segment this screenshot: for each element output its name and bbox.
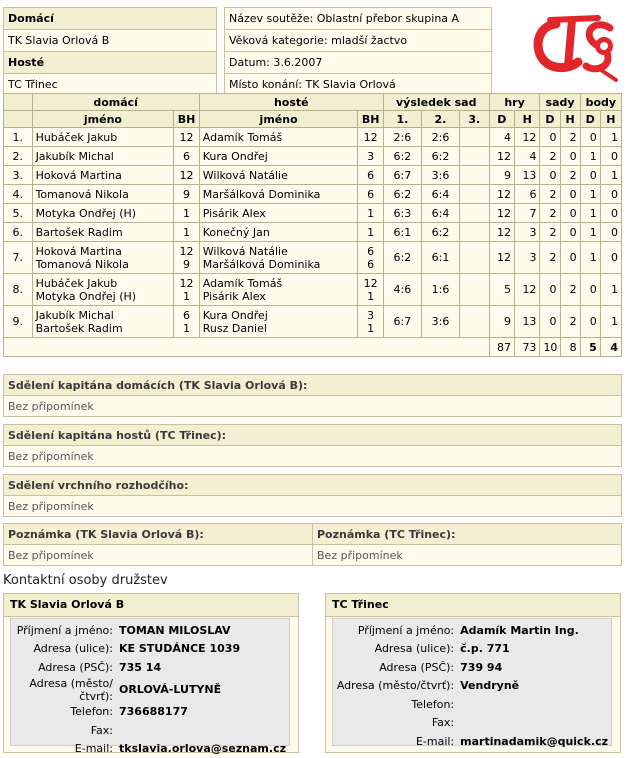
label-zip: Adresa (PSČ): [333, 658, 457, 677]
row-number: 1. [4, 128, 33, 147]
label-fax: Fax: [333, 714, 457, 733]
guest-bh-line: 1 [361, 290, 379, 303]
table-row [4, 274, 622, 306]
subheader-corner [4, 111, 33, 128]
table-row [4, 306, 622, 338]
guest-player-line: Maršálková Dominika [203, 188, 355, 201]
home-bh [174, 223, 199, 242]
set2-score: 3:6 [421, 166, 459, 185]
guest-bh-line: 6 [361, 258, 379, 271]
set3-score [460, 306, 490, 338]
label-street: Adresa (ulice): [333, 640, 457, 659]
points-home: 0 [580, 306, 600, 338]
row-number: 9. [4, 306, 33, 338]
guest-bh-line: 6 [361, 245, 379, 258]
home-contact-team: TK Slavia Orlová B [4, 594, 298, 617]
points-guest: 1 [600, 274, 621, 306]
total-points-home: 5 [580, 338, 600, 357]
age-category: Věková kategorie: mladší žactvo [225, 30, 492, 52]
home-bh-line: 9 [177, 258, 195, 271]
match-venue: Místo konání: TK Slavia Orlová [225, 74, 492, 96]
games-guest: 3 [515, 242, 540, 274]
row-number: 2. [4, 147, 33, 166]
home-player-line: Hoková Martina [36, 245, 171, 258]
label-email: E-mail: [333, 732, 457, 751]
total-points-guest: 4 [600, 338, 621, 357]
home-bh-line: 12 [177, 131, 195, 144]
home-player-line: Jakubík Michal [36, 150, 171, 163]
home-player [32, 204, 174, 223]
guest-contact-team: TC Třinec [326, 594, 620, 617]
home-player-line: Bartošek Radim [36, 322, 171, 335]
home-contact-zip: 735 14 [116, 658, 289, 677]
games-guest: 12 [515, 274, 540, 306]
set1-score: 2:6 [383, 128, 421, 147]
guest-captain-note-text: Bez připomínek [4, 446, 622, 467]
total-games-guest: 73 [515, 338, 540, 357]
guest-bh [358, 166, 383, 185]
games-home: 12 [489, 147, 514, 166]
row-number: 4. [4, 185, 33, 204]
guest-player [199, 274, 358, 306]
home-player [32, 274, 174, 306]
games-home: 9 [489, 166, 514, 185]
set2-score: 6:4 [421, 185, 459, 204]
guest-player [199, 147, 358, 166]
guest-bh [358, 185, 383, 204]
table-row [4, 204, 622, 223]
header-sets-result: výsledek sad [383, 94, 489, 111]
sets-home: 2 [540, 204, 560, 223]
sets-home: 2 [540, 147, 560, 166]
sets-guest: 2 [560, 128, 580, 147]
sets-home: 0 [540, 306, 560, 338]
guest-bh [358, 242, 383, 274]
header-sets: sady [540, 94, 580, 111]
guest-label: Hosté [4, 52, 217, 74]
guest-contact-street: č.p. 771 [457, 640, 611, 659]
home-player-line: Bartošek Radim [36, 226, 171, 239]
home-contact-phone: 736688177 [116, 703, 289, 722]
guest-player [199, 306, 358, 338]
remark-home-title: Poznámka (TK Slavia Orlová B): [4, 524, 313, 545]
guest-bh [358, 274, 383, 306]
home-player [32, 128, 174, 147]
set2-score: 3:6 [421, 306, 459, 338]
sets-guest: 0 [560, 242, 580, 274]
sets-home: 0 [540, 166, 560, 185]
sets-home: 0 [540, 274, 560, 306]
subheader-points-d: D [580, 111, 600, 128]
points-guest: 0 [600, 242, 621, 274]
home-bh [174, 242, 199, 274]
home-player [32, 242, 174, 274]
label-name: Příjmení a jméno: [333, 621, 457, 640]
home-captain-note-text: Bez připomínek [4, 396, 622, 417]
set2-score: 2:6 [421, 128, 459, 147]
club-logo [528, 6, 626, 86]
referee-note-text: Bez připomínek [4, 496, 622, 517]
guest-bh-line: 12 [361, 277, 379, 290]
guest-player [199, 166, 358, 185]
remark-home-text: Bez připomínek [4, 545, 313, 566]
subheader-name-guest: jméno [199, 111, 358, 128]
guest-contact-phone [457, 695, 611, 714]
header-corner [4, 94, 33, 111]
games-home: 5 [489, 274, 514, 306]
home-bh-line: 12 [177, 277, 195, 290]
sets-guest: 0 [560, 204, 580, 223]
home-player-line: Tomanová Nikola [36, 188, 171, 201]
games-guest: 6 [515, 185, 540, 204]
points-home: 1 [580, 223, 600, 242]
set2-score: 6:2 [421, 147, 459, 166]
home-captain-note-title: Sdělení kapitána domácích (TK Slavia Orlová B): [4, 375, 622, 396]
subheader-set3: 3. [460, 111, 490, 128]
set3-score [460, 274, 490, 306]
table-row [4, 223, 622, 242]
row-number: 7. [4, 242, 33, 274]
points-guest: 1 [600, 306, 621, 338]
label-phone: Telefon: [11, 703, 116, 722]
subheader-set1: 1. [383, 111, 421, 128]
home-label: Domácí [4, 8, 217, 30]
home-bh [174, 204, 199, 223]
row-number: 8. [4, 274, 33, 306]
guest-contact-fax [457, 714, 611, 733]
guest-player-line: Wilková Natálie [203, 245, 355, 258]
home-bh [174, 274, 199, 306]
home-player [32, 147, 174, 166]
guest-bh-line: 1 [361, 226, 379, 239]
guest-bh-line: 6 [361, 169, 379, 182]
guest-bh [358, 147, 383, 166]
table-row [4, 242, 622, 274]
competition-name: Název soutěže: Oblastní přebor skupina A [225, 8, 492, 30]
guest-player-line: Pisárik Alex [203, 290, 355, 303]
guest-contact-box [325, 593, 621, 753]
games-home: 9 [489, 306, 514, 338]
home-player-line: Motyka Ondřej (H) [36, 290, 171, 303]
home-player [32, 166, 174, 185]
games-guest: 13 [515, 306, 540, 338]
row-number: 5. [4, 204, 33, 223]
results-table [3, 93, 622, 357]
sets-guest: 0 [560, 147, 580, 166]
games-home: 12 [489, 204, 514, 223]
guest-player [199, 204, 358, 223]
home-player-line: Hoková Martina [36, 169, 171, 182]
subheader-bh-home: BH [174, 111, 199, 128]
guest-contact-email[interactable]: martinadamik@quick.cz [457, 732, 611, 751]
home-bh [174, 128, 199, 147]
guest-player [199, 128, 358, 147]
table-row [4, 185, 622, 204]
row-number: 6. [4, 223, 33, 242]
home-bh [174, 166, 199, 185]
points-guest: 0 [600, 185, 621, 204]
guest-bh-line: 1 [361, 322, 379, 335]
table-row [4, 147, 622, 166]
points-home: 1 [580, 204, 600, 223]
guest-player-line: Pisárik Alex [203, 207, 355, 220]
teams-table [3, 7, 217, 96]
guest-bh [358, 204, 383, 223]
points-home: 1 [580, 147, 600, 166]
guest-player-line: Konečný Jan [203, 226, 355, 239]
sets-guest: 0 [560, 185, 580, 204]
totals-spacer [4, 338, 490, 357]
guest-player-line: Kura Ondřej [203, 150, 355, 163]
points-home: 0 [580, 128, 600, 147]
home-player-line: Motyka Ondřej (H) [36, 207, 171, 220]
set1-score: 6:2 [383, 147, 421, 166]
guest-captain-note [3, 424, 622, 467]
home-contact-box [3, 593, 299, 753]
guest-captain-note-title: Sdělení kapitána hostů (TC Třinec): [4, 425, 622, 446]
sets-guest: 2 [560, 306, 580, 338]
home-contact-city: ORLOVÁ-LUTYNĚ [116, 677, 289, 703]
set1-score: 6:2 [383, 242, 421, 274]
home-bh-line: 6 [177, 309, 195, 322]
guest-team: TC Třinec [4, 74, 217, 96]
home-bh-line: 1 [177, 207, 195, 220]
games-home: 12 [489, 223, 514, 242]
points-guest: 0 [600, 223, 621, 242]
guest-player [199, 223, 358, 242]
totals-row [4, 338, 622, 357]
guest-player-line: Kura Ondřej [203, 309, 355, 322]
home-bh-line: 12 [177, 245, 195, 258]
set3-score [460, 223, 490, 242]
label-city: Adresa (město/čtvrť): [11, 677, 116, 703]
label-street: Adresa (ulice): [11, 640, 116, 659]
points-guest: 1 [600, 128, 621, 147]
home-bh-line: 6 [177, 150, 195, 163]
set1-score: 6:1 [383, 223, 421, 242]
home-contact-details [10, 618, 290, 746]
subheader-points-h: H [600, 111, 621, 128]
set3-score [460, 204, 490, 223]
home-bh [174, 147, 199, 166]
home-player-line: Hubáček Jakub [36, 277, 171, 290]
points-guest: 0 [600, 204, 621, 223]
points-home: 0 [580, 274, 600, 306]
points-home: 1 [580, 185, 600, 204]
points-home: 0 [580, 166, 600, 185]
home-bh [174, 306, 199, 338]
set1-score: 4:6 [383, 274, 421, 306]
sets-guest: 2 [560, 166, 580, 185]
games-home: 12 [489, 185, 514, 204]
home-bh-line: 1 [177, 226, 195, 239]
guest-player-line: Adamík Tomáš [203, 277, 355, 290]
guest-contact-details [332, 618, 612, 746]
subheader-games-h: H [515, 111, 540, 128]
guest-contact-zip: 739 94 [457, 658, 611, 677]
set3-score [460, 166, 490, 185]
guest-contact-name: Adamík Martin Ing. [457, 621, 611, 640]
set2-score: 1:6 [421, 274, 459, 306]
guest-player-line: Maršálková Dominika [203, 258, 355, 271]
games-guest: 12 [515, 128, 540, 147]
guest-bh-line: 6 [361, 188, 379, 201]
set3-score [460, 128, 490, 147]
guest-bh [358, 128, 383, 147]
home-contact-email[interactable]: tkslavia.orlova@seznam.cz [116, 740, 289, 758]
guest-bh [358, 306, 383, 338]
points-guest: 1 [600, 166, 621, 185]
home-player-line: Jakubík Michal [36, 309, 171, 322]
header-points: body [580, 94, 621, 111]
subheader-set2: 2. [421, 111, 459, 128]
header-home: domácí [32, 94, 199, 111]
header-guests: hosté [199, 94, 383, 111]
label-email: E-mail: [11, 740, 116, 758]
sets-home: 2 [540, 242, 560, 274]
home-captain-note [3, 374, 622, 417]
referee-note [3, 474, 622, 517]
header-games: hry [489, 94, 540, 111]
label-fax: Fax: [11, 721, 116, 740]
set1-score: 6:7 [383, 306, 421, 338]
games-home: 4 [489, 128, 514, 147]
games-guest: 13 [515, 166, 540, 185]
subheader-games-d: D [489, 111, 514, 128]
guest-bh-line: 12 [361, 131, 379, 144]
table-row [4, 166, 622, 185]
total-games-home: 87 [489, 338, 514, 357]
remarks-table [3, 523, 622, 566]
table-row [4, 128, 622, 147]
guest-bh-line: 3 [361, 150, 379, 163]
contacts-title: Kontaktní osoby družstev [3, 573, 168, 588]
set1-score: 6:7 [383, 166, 421, 185]
subheader-name-home: jméno [32, 111, 174, 128]
games-home: 12 [489, 242, 514, 274]
guest-player [199, 242, 358, 274]
points-home: 1 [580, 242, 600, 274]
home-bh-line: 12 [177, 169, 195, 182]
total-sets-home: 10 [540, 338, 560, 357]
home-player [32, 223, 174, 242]
set3-score [460, 147, 490, 166]
set3-score [460, 185, 490, 204]
home-contact-street: KE STUDÁNCE 1039 [116, 640, 289, 659]
home-bh [174, 185, 199, 204]
remark-guest-text: Bez připomínek [313, 545, 622, 566]
sets-guest: 0 [560, 223, 580, 242]
match-info-table [224, 7, 492, 96]
set2-score: 6:1 [421, 242, 459, 274]
guest-player-line: Adamík Tomáš [203, 131, 355, 144]
label-phone: Telefon: [333, 695, 457, 714]
sets-home: 2 [540, 223, 560, 242]
set2-score: 6:4 [421, 204, 459, 223]
home-player [32, 306, 174, 338]
guest-player [199, 185, 358, 204]
match-date: Datum: 3.6.2007 [225, 52, 492, 74]
home-bh-line: 1 [177, 290, 195, 303]
total-sets-guest: 8 [560, 338, 580, 357]
label-city: Adresa (město/čtvrť): [333, 677, 457, 696]
guest-bh-line: 3 [361, 309, 379, 322]
subheader-sets-d: D [540, 111, 560, 128]
set1-score: 6:2 [383, 185, 421, 204]
games-guest: 4 [515, 147, 540, 166]
remark-guest-title: Poznámka (TC Třinec): [313, 524, 622, 545]
set1-score: 6:3 [383, 204, 421, 223]
guest-bh [358, 223, 383, 242]
home-player-line: Tomanová Nikola [36, 258, 171, 271]
set2-score: 6:2 [421, 223, 459, 242]
home-bh-line: 1 [177, 322, 195, 335]
home-contact-fax [116, 721, 289, 740]
games-guest: 3 [515, 223, 540, 242]
home-contact-name: TOMAN MILOSLAV [116, 621, 289, 640]
label-zip: Adresa (PSČ): [11, 658, 116, 677]
sets-guest: 2 [560, 274, 580, 306]
sets-home: 2 [540, 185, 560, 204]
home-player [32, 185, 174, 204]
subheader-sets-h: H [560, 111, 580, 128]
subheader-bh-guest: BH [358, 111, 383, 128]
games-guest: 7 [515, 204, 540, 223]
home-bh-line: 9 [177, 188, 195, 201]
guest-contact-city: Vendryně [457, 677, 611, 696]
home-player-line: Hubáček Jakub [36, 131, 171, 144]
points-guest: 0 [600, 147, 621, 166]
guest-player-line: Rusz Daniel [203, 322, 355, 335]
set3-score [460, 242, 490, 274]
row-number: 3. [4, 166, 33, 185]
sets-home: 0 [540, 128, 560, 147]
label-name: Příjmení a jméno: [11, 621, 116, 640]
guest-player-line: Wilková Natálie [203, 169, 355, 182]
home-team: TK Slavia Orlová B [4, 30, 217, 52]
guest-bh-line: 1 [361, 207, 379, 220]
referee-note-title: Sdělení vrchního rozhodčího: [4, 475, 622, 496]
